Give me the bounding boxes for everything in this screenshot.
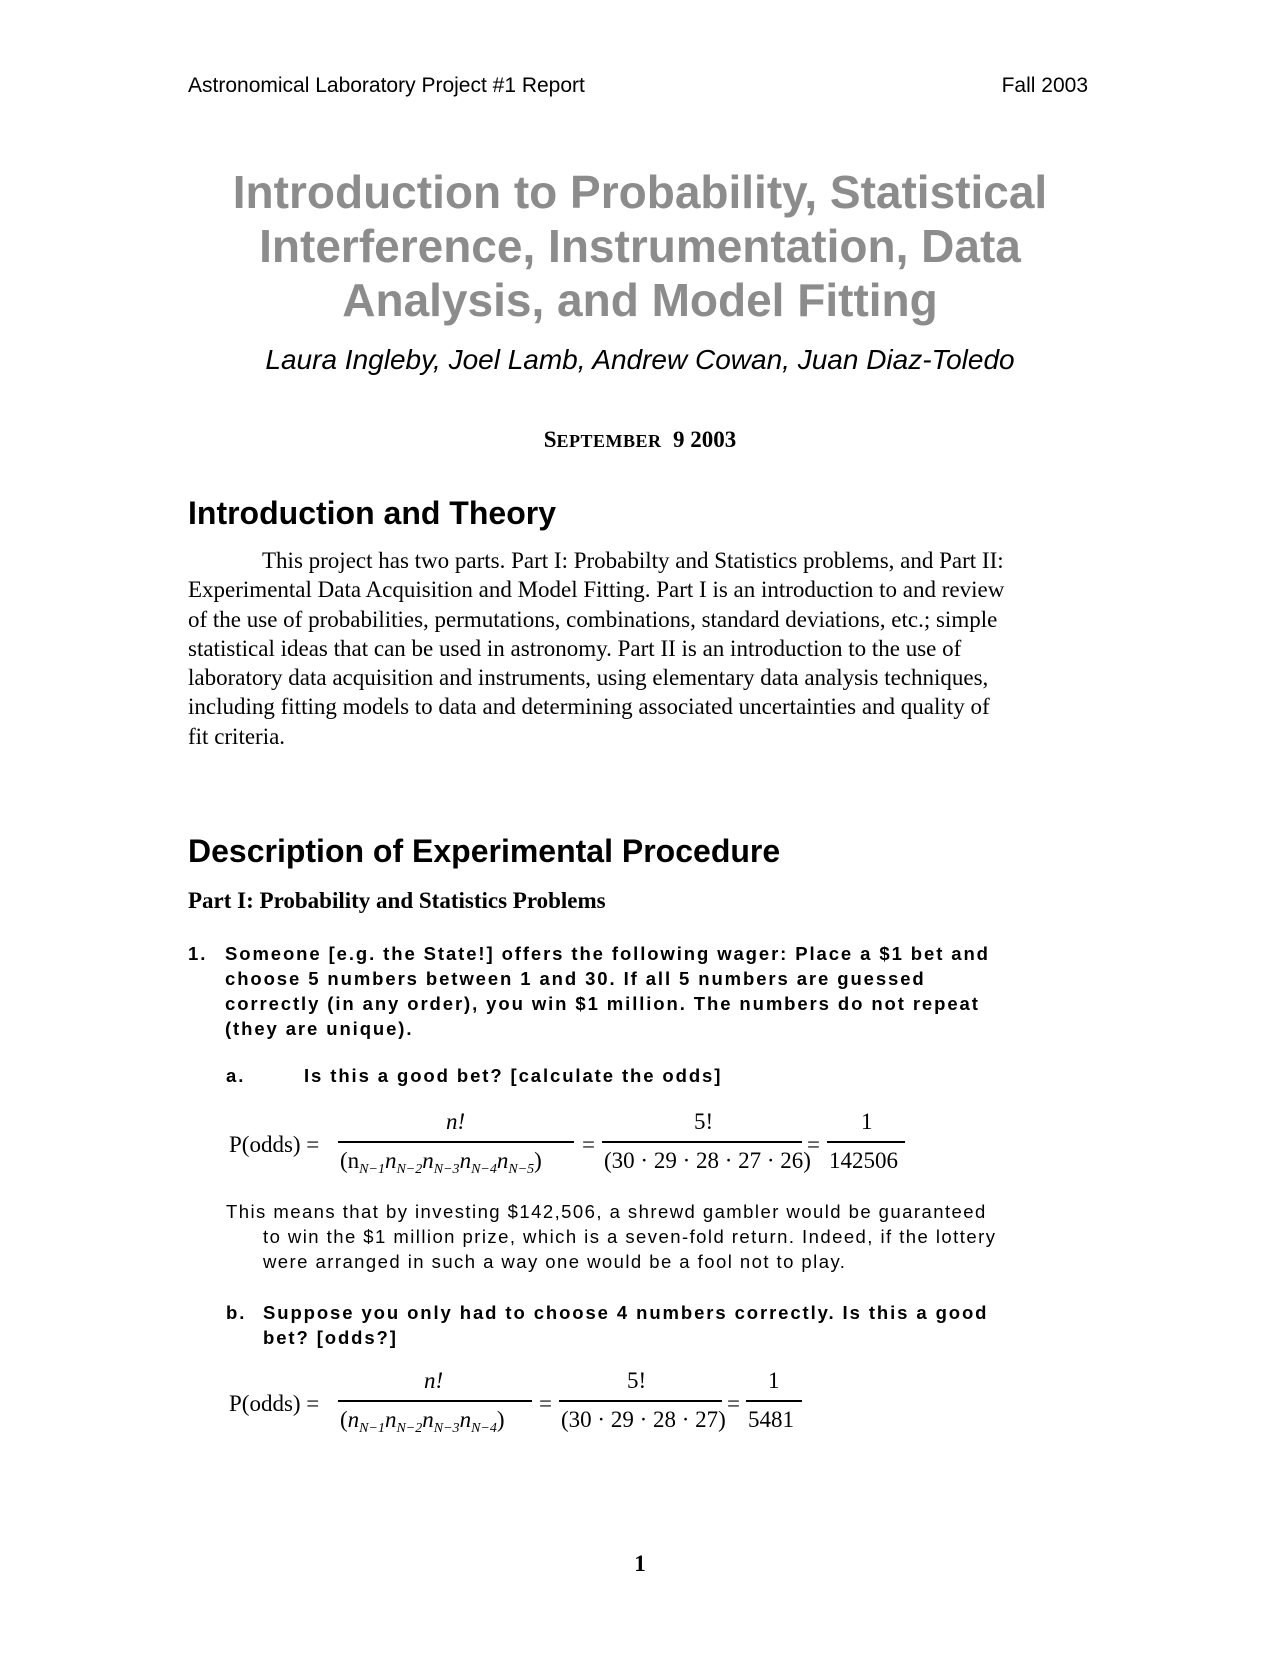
- eq-lhs: P(odds) =: [229, 1132, 320, 1157]
- eq-numerator: 5!: [627, 1368, 647, 1393]
- eq-denominator: 142506: [829, 1148, 898, 1173]
- eq-lhs: P(odds) =: [229, 1391, 320, 1416]
- eq-equals: =: [727, 1391, 740, 1416]
- author-list: Laura Ingleby, Joel Lamb, Andrew Cowan, Juan Diaz-Toledo: [265, 344, 1015, 375]
- subquestion-label: a.: [226, 1065, 246, 1086]
- fraction-bar: [746, 1400, 802, 1402]
- header-report-title: Astronomical Laboratory Project #1 Report: [188, 74, 585, 97]
- eq-numerator: n!: [424, 1368, 444, 1393]
- subquestion-line: Suppose you only had to choose 4 numbers correctly. Is this a good: [263, 1302, 989, 1323]
- eq-denominator: 5481: [748, 1407, 794, 1432]
- date-month-rest: EPTEMBER: [556, 431, 662, 451]
- question-line: choose 5 numbers between 1 and 30. If all 5 numbers are guessed: [225, 968, 926, 989]
- report-date: [140, 427, 1140, 453]
- eq-denominator: $(n_{N-1}n_{N-2}n_{N-3}n_{N-4}n_{N-5})$: [340, 1148, 542, 1177]
- intro-line: statistical ideas that can be used in astronomy. Part II is an introduction to the use of: [188, 635, 962, 661]
- eq-numerator: n!: [446, 1109, 466, 1134]
- eq-numerator: 1: [768, 1368, 780, 1393]
- page-number: 1: [634, 1551, 646, 1576]
- eq-equals: =: [539, 1391, 552, 1416]
- fraction-bar: [338, 1400, 532, 1402]
- odds-explanation: [226, 1199, 1126, 1274]
- equation-a: [0, 1108, 1280, 1198]
- eq-denominator: (30 · 29 · 28 · 27): [561, 1407, 726, 1432]
- intro-line: fit criteria.: [188, 723, 286, 749]
- fraction-bar: [338, 1141, 574, 1143]
- title-line-1: Introduction to Probability, Statistical: [232, 166, 1048, 218]
- title-line-3: Analysis, and Model Fitting: [342, 274, 938, 326]
- section-heading-procedure: Description of Experimental Procedure: [188, 833, 781, 869]
- eq-denominator: $(n_{N-1}n_{N-2}n_{N-3}n_{N-4})$: [340, 1407, 505, 1436]
- eq-numerator: 1: [861, 1109, 873, 1134]
- intro-line: of the use of probabilities, permutations, combinations, standard deviations, etc.; simple: [188, 606, 998, 632]
- intro-line: laboratory data acquisition and instruments, using elementary data analysis techniques,: [188, 665, 989, 691]
- question-line: (they are unique).: [225, 1018, 414, 1039]
- intro-line: Experimental Data Acquisition and Model Fitting. Part I is an introduction to and review: [188, 577, 1005, 603]
- subquestion-line: bet? [odds?]: [263, 1327, 398, 1348]
- eq-denominator: (30 · 29 · 28 · 27 · 26): [604, 1148, 811, 1173]
- introduction-paragraph: [188, 546, 1088, 751]
- equation-b: [0, 1367, 1280, 1457]
- intro-line: including fitting models to data and determining associated uncertainties and quality of: [188, 694, 990, 720]
- fraction-bar: [559, 1400, 722, 1402]
- eq-equals: =: [582, 1132, 595, 1157]
- question-line: correctly (in any order), you win $1 million. The numbers do not repeat: [225, 993, 980, 1014]
- fraction-bar: [827, 1141, 905, 1143]
- eq-numerator: 5!: [694, 1109, 714, 1134]
- date-day-year: 9 2003: [673, 427, 737, 452]
- explanation-line: were arranged in such a way one would be a fool not to play.: [263, 1251, 847, 1272]
- subsection-heading-part1: Part I: Probability and Statistics Problems: [188, 888, 606, 913]
- subquestion-text: Is this a good bet? [calculate the odds]: [304, 1065, 723, 1086]
- date-month-initial: S: [543, 427, 557, 452]
- header-semester: Fall 2003: [1001, 74, 1088, 97]
- eq-equals: =: [807, 1132, 820, 1157]
- intro-line: This project has two parts. Part I: Probabilty and Statistics problems, and Part II:: [262, 548, 1004, 573]
- section-heading-introduction: Introduction and Theory: [188, 495, 556, 531]
- title-line-2: Interference, Instrumentation, Data: [259, 220, 1021, 272]
- question-number: 1.: [188, 943, 208, 964]
- explanation-line: This means that by investing $142,506, a shrewd gambler would be guaranteed: [226, 1201, 987, 1222]
- fraction-bar: [602, 1141, 802, 1143]
- subquestion-label: b.: [226, 1302, 247, 1323]
- paper-title: [140, 165, 1140, 327]
- running-header: [188, 74, 1088, 98]
- explanation-line: to win the $1 million prize, which is a seven-fold return. Indeed, if the lottery: [263, 1226, 997, 1247]
- question-line: Someone [e.g. the State!] offers the following wager: Place a $1 bet and: [225, 943, 990, 964]
